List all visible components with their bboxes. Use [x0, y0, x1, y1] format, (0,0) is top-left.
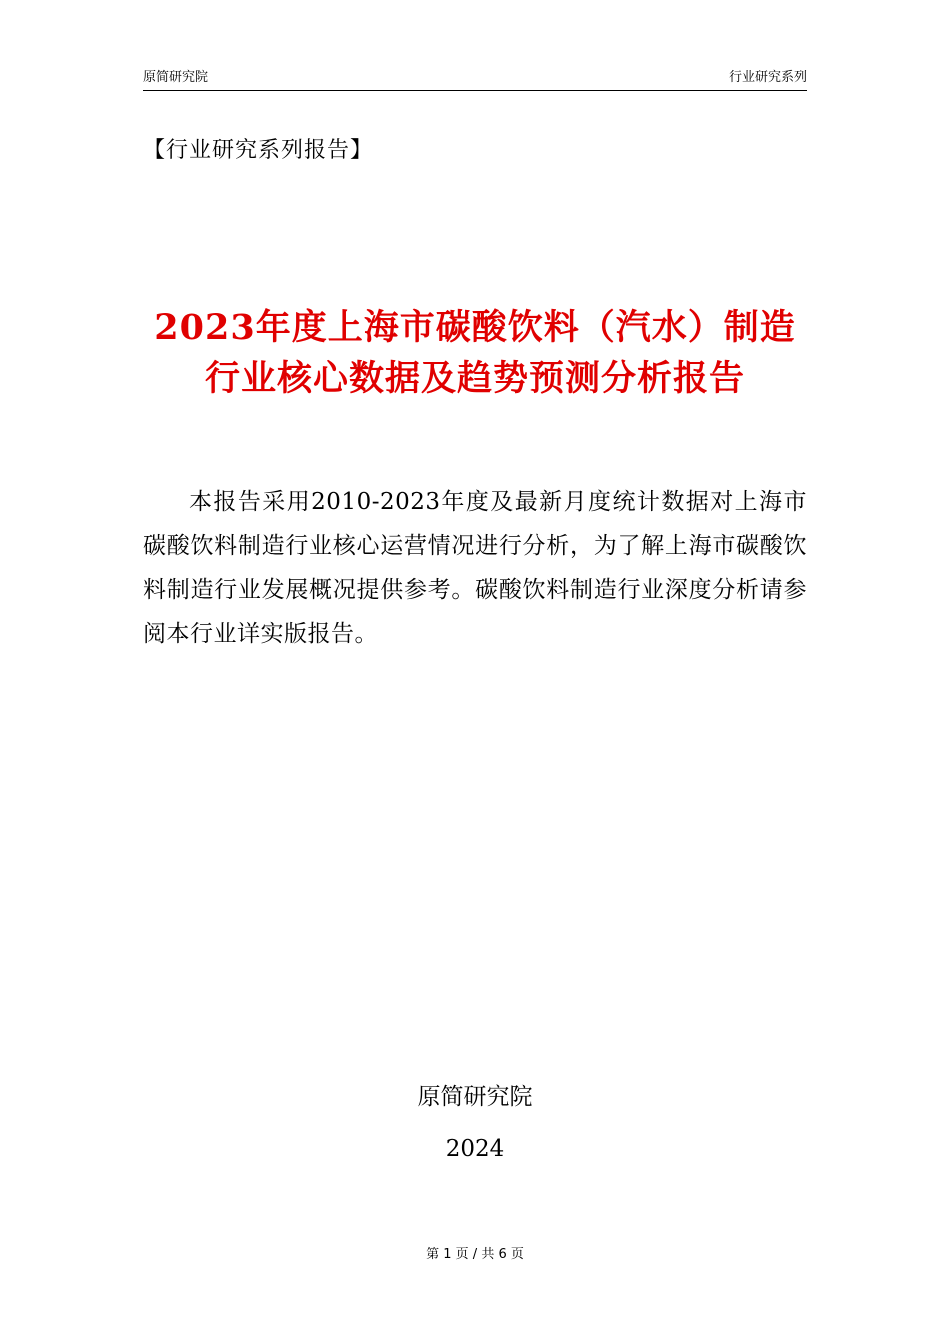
publisher-name: 原简研究院	[417, 1084, 533, 1110]
page-footer	[0, 1246, 950, 1264]
series-label: 【行业研究系列报告】	[143, 138, 374, 163]
report-title: 2023年度上海市碳酸饮料（汽水）制造行业核心数据及趋势预测分析报告	[154, 307, 796, 399]
page-header	[143, 70, 807, 91]
publication-year: 2024	[445, 1136, 505, 1162]
header-org-name: 原简研究院	[143, 70, 209, 85]
report-summary: 本报告采用2010-2023年度及最新月度统计数据对上海市碳酸饮料制造行业核心运营情况进行分析，为了解上海市碳酸饮料制造行业发展概况提供参考。碳酸饮料制造行业深度分析请参阅本行业详实版报告。	[143, 489, 807, 647]
page-number: 第 1 页 / 共 6 页	[426, 1247, 524, 1262]
header-series-name: 行业研究系列	[728, 70, 807, 85]
